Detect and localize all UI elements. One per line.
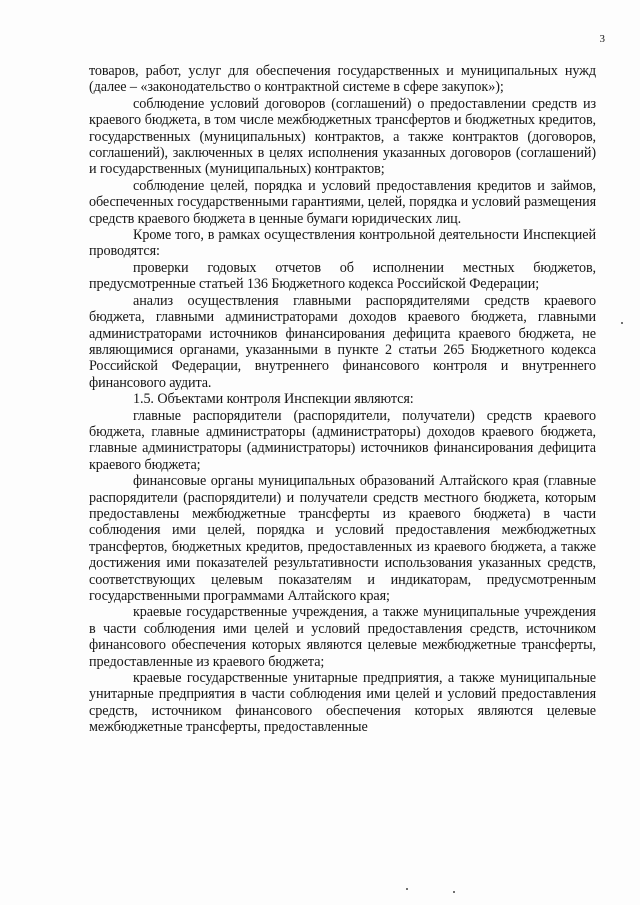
paragraph: финансовые органы муниципальных образований Алтайского края (главные распорядители (распорядители) и получатели средств местного бюджета, которым предоставлены межбюджетные трансферты из краевого бюджета) в части соблюдения ими целей, порядка и условий предоставления межбюджетных трансфертов, бюджетных кредитов, предоставленных из краевого бюджета, а также достижения ими показателей результативности использования указанных средств, соответствующих целевым показателям и индикаторам, предусмотренным государственными программами Алтайского края; <box>89 473 596 604</box>
section-heading: 1.5. Объектами контроля Инспекции являются: <box>133 391 414 408</box>
page-number: 3 <box>599 33 605 45</box>
document-body <box>89 63 596 736</box>
paragraph: проверки годовых отчетов об исполнении местных бюджетов, предусмотренные статьей 136 Бюджетного кодекса Российской Федерации; <box>89 259 596 293</box>
paragraph: краевые государственные унитарные предприятия, а также муниципальные унитарные предприятия в части соблюдения ими целей и условий предоставления средств, источником финансового обеспечения которых являются целевые межбюджетные трансферты, предоставленные <box>89 670 596 736</box>
scan-speck <box>621 322 623 324</box>
paragraph: анализ осуществления главными распорядителями средств краевого бюджета, главными администраторами доходов краевого бюджета, главными администраторами источников финансирования дефицита краевого бюджета, не являющимися органами, указанными в пункте 2 статьи 265 Бюджетного кодекса Российской Федерации, внутреннего финансового контроля и внутреннего финансового аудита. <box>89 292 596 391</box>
scan-speck <box>406 888 408 890</box>
scan-speck <box>453 891 455 893</box>
paragraph: краевые государственные учреждения, а также муниципальные учреждения в части соблюдения ими целей и условий предоставления средств, источником финансового обеспечения которых являются целевые межбюджетные трансферты, предоставленные из краевого бюджета; <box>89 604 596 670</box>
paragraph: соблюдение условий договоров (соглашений) о предоставлении средств из краевого бюджета, в том числе межбюджетных трансфертов и бюджетных кредитов, государственных (муниципальных) контрактов, а также контрактов (договоров, соглашений), заключенных в целях исполнения указанных договоров (соглашений) и государственных (муниципальных) контрактов; <box>89 95 596 178</box>
paragraph: товаров, работ, услуг для обеспечения государственных и муниципальных нужд (далее – «законодательство о контрактной системе в сфере закупок»); <box>89 63 596 96</box>
paragraph: главные распорядители (распорядители, получатели) средств краевого бюджета, главные администраторы (администраторы) доходов краевого бюджета, главные администраторы (администраторы) источников финансирования дефицита краевого бюджета; <box>89 407 596 473</box>
paragraph: Кроме того, в рамках осуществления контрольной деятельности Инспекцией проводятся: <box>89 227 596 260</box>
paragraph: соблюдение целей, порядка и условий предоставления кредитов и займов, обеспеченных государственными гарантиями, целей, порядка и условий размещения средств краевого бюджета в ценные бумаги юридических лиц. <box>89 177 596 227</box>
